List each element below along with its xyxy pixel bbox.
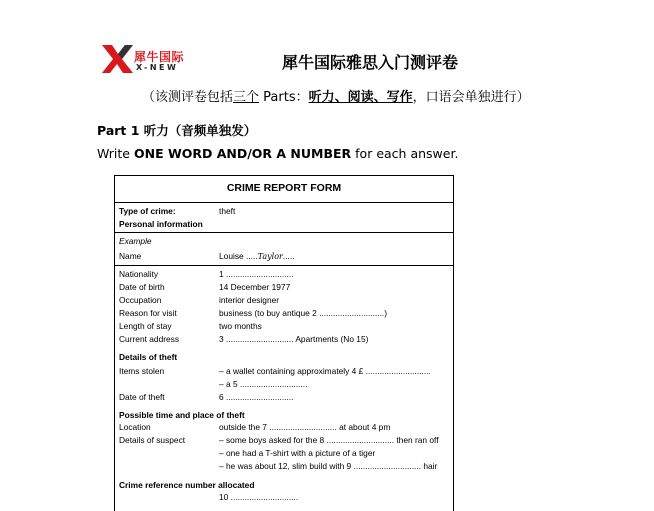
form-row [119,461,449,473]
form-row-label: Date of birth [119,282,165,292]
logo-english-text: X-NEW [136,63,179,72]
time-heading-text: Possible time and place of theft [119,410,245,420]
time-heading [119,410,449,422]
form-row-label: Reason for visit [119,308,177,318]
form-row [119,379,449,391]
form-row [119,308,449,320]
divider [115,265,453,266]
form-row-value: 14 December 1977 [219,282,291,292]
form-row-value: – he was about 12, slim build with 9 ............................. hair [219,461,438,471]
logo [100,42,200,78]
form-row [119,321,449,333]
form-row [119,366,449,378]
subtitle-prefix: （该测评卷包括 [142,90,234,105]
instruction-suffix: for each answer. [351,146,459,161]
form-row-label: Date of theft [119,392,165,402]
example-label-row [119,236,449,248]
instruction-bold: ONE WORD AND/OR A NUMBER [133,146,352,161]
theft-heading [119,352,449,364]
form-row-label: Items stolen [119,366,165,376]
name-value [219,251,294,261]
form-row-label: Length of stay [119,321,172,331]
page-title: 犀牛国际雅思入门测评卷 [282,53,459,72]
ref-value: 10 ............................. [219,492,299,502]
form-row-label: Details of suspect [119,435,186,445]
form-row [119,435,449,447]
instruction-prefix: Write [97,146,134,161]
form-row-value: business (to buy antique 2 ............................) [219,308,388,318]
subtitle-count: 三个 [233,90,260,105]
form-row [119,422,449,434]
form-row [119,334,449,346]
form-row-value: 3 ............................. Apartments (No 15) [219,334,369,344]
ref-heading-text: Crime reference number allocated [119,480,255,490]
form-title: CRIME REPORT FORM [226,182,342,194]
form-row-label: Current address [119,334,180,344]
logo-chinese-text: 犀牛国际 [134,50,185,64]
personal-info-heading [119,219,449,231]
form-row-value: two months [219,321,262,331]
subtitle [142,86,530,105]
form-row-label: Nationality [119,269,159,279]
form-row-value: 1 ............................. [219,269,294,279]
name-handwritten: Taylor [257,252,283,261]
name-label: Name [119,251,142,261]
form-row [119,269,449,281]
name-suffix: ..... [282,251,295,261]
crime-report-form [114,175,454,511]
subtitle-parts: 听力、阅读、写作 [308,90,413,105]
type-value: theft [219,206,236,216]
form-row-value: – a 5 ............................. [219,379,308,389]
ref-row [119,492,449,504]
name-prefix: Louise ..... [219,251,258,261]
form-row [119,295,449,307]
personal-heading-text: Personal information [119,219,203,229]
subtitle-suffix: ，口语会单独进行） [412,90,530,105]
part-heading: Part 1 听力（音频单独发） [97,123,257,138]
name-row [119,251,449,263]
type-of-crime-row [119,206,449,218]
form-row [119,392,449,404]
form-row-value: – a wallet containing approximately 4 £ ............................ [219,366,431,376]
form-row-label: Location [119,422,151,432]
ref-heading [119,480,449,492]
form-row [119,448,449,460]
divider [115,232,453,233]
type-label: Type of crime: [119,206,176,216]
divider [115,202,453,203]
form-row-value: – one had a T-shirt with a picture of a tiger [219,448,376,458]
form-row-value: 6 ............................. [219,392,294,402]
theft-heading-text: Details of theft [119,352,178,362]
form-row-value: outside the 7 ............................. at about 4 pm [219,422,391,432]
form-row-label: Occupation [119,295,162,305]
form-row-value: interior designer [219,295,280,305]
form-row-value: – some boys asked for the 8 ............................. then ran off [219,435,439,445]
instruction [97,146,458,161]
example-label: Example [119,236,152,246]
form-row [119,282,449,294]
rhino-logo-icon [100,42,134,76]
subtitle-mid: Parts： [259,90,309,105]
